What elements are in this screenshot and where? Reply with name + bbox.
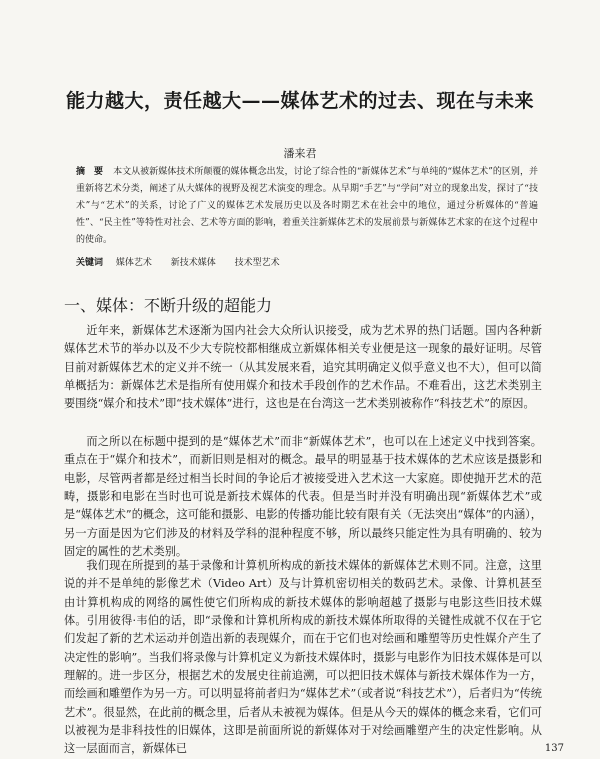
keywords-label: 关键词 bbox=[76, 258, 104, 268]
keyword: 新技术媒体 bbox=[170, 258, 216, 268]
article-title: 能力越大，责任越大——媒体艺术的过去、现在与未来 bbox=[65, 90, 534, 112]
body-paragraph bbox=[64, 557, 542, 759]
body-paragraph bbox=[64, 433, 542, 561]
abstract bbox=[76, 164, 538, 249]
abstract-text: 本文从被新媒体技术所颠覆的媒体概念出发，讨论了综合性的“新媒体艺术”与单纯的“媒体艺术”的区别，并重新将艺术分类，阐述了从大媒体的视野及视艺术演变的理念。从早期“手艺”与“学问”对立的现象出发，探讨了“技术”与“艺术”的关系，讨论了广义的媒体艺术发展历史以及各时期艺术在社会中的地位，通过分析媒体的“普遍性”、“民主性”等特性对社会、艺术等方面的影响，着重关注新媒体艺术的发展前景与新媒体艺术家的在这个过程中的使命。 bbox=[76, 167, 538, 245]
abstract-label: 摘 要 bbox=[76, 167, 104, 177]
author-name: 潘来君 bbox=[283, 147, 317, 160]
paragraph-text: 近年来，新媒体艺术逐渐为国内社会大众所认识接受，成为艺术界的热门话题。国内各种新媒体艺术节的举办以及不少大专院校都相继成立新媒体相关专业便是这一现象的最好证明。尽管目前对新媒体艺术的定义并不统一（从其发展来看，追究其明确定义似乎意义也不大），但可以简单概括为：新媒体艺术是指所有使用媒介和技术手段创作的艺术作品。不难看出，这艺术类别主要围绕“媒介和技术”即“技术媒体”进行，这也是在台湾这一艺术类别被称作“科技艺术”的原因。 bbox=[64, 324, 542, 411]
section-heading: 一、媒体：不断升级的超能力 bbox=[64, 296, 273, 315]
keyword: 技术型艺术 bbox=[234, 258, 280, 268]
keywords bbox=[76, 255, 538, 268]
paragraph-text: 我们现在所提到的基于录像和计算机所构成的新技术媒体的新媒体艺术则不同。注意，这里说的并不是单纯的影像艺术（Video Art）及与计算机密切相关的数码艺术。录像、计算机甚至由计算机构成的网络的属性使它们所构成的新技术媒体的影响超越了摄影与电影这些旧技术媒体。引用彼得·韦伯的话，即“录像和计算机所构成的新技术媒体所取得的关键性成就不仅在于它们发起了新的艺术运动并创造出新的表现媒介，而在于它们也对绘画和雕塑等历史性媒介产生了决定性的影响”。当我们将录像与计算机定义为新技术媒体时，摄影与电影作为旧技术媒体是可以理解的。进一步区分，根据艺术的发展史往前追溯，可以把旧技术媒体与新技术媒体作为一方，而绘画和雕塑作为另一方。可以明显将前者归为“媒体艺术”（或者说“科技艺术”），后者归为“传统艺术”。很显然，在此前的概念里，后者从未被视为媒体。但是从今天的媒体的概念来看，它们可以被视为是非科技性的旧媒体，这即是前面所说的新媒体对于对绘画雕塑产生的决定性影响。从这一层面而言，新媒体已 bbox=[64, 559, 542, 756]
body-paragraph bbox=[64, 322, 542, 414]
page-number: 137 bbox=[544, 743, 564, 754]
paragraph-text: 而之所以在标题中提到的是“媒体艺术”而非“新媒体艺术”，也可以在上述定义中找到答案。重点在于“媒介和技术”，而新旧则是相对的概念。最早的明显基于技术媒体的艺术应该是摄影和电影，尽管两者都是经过相当长时间的争论后才被接受进入艺术这一大家庭。即使抛开艺术的范畴，摄影和电影在当时也可说是新技术媒体的代表。但是当时并没有明确出现“新媒体艺术”或是“媒体艺术”的概念，这可能和摄影、电影的传播功能比较有限有关（无法突出“媒体”的内涵），另一方面是因为它们涉及的材料及学科的混种程度不够，所以最终只能定性为具有明确的、较为固定的属性的艺术类别。 bbox=[64, 435, 542, 559]
keyword: 媒体艺术 bbox=[115, 258, 152, 268]
